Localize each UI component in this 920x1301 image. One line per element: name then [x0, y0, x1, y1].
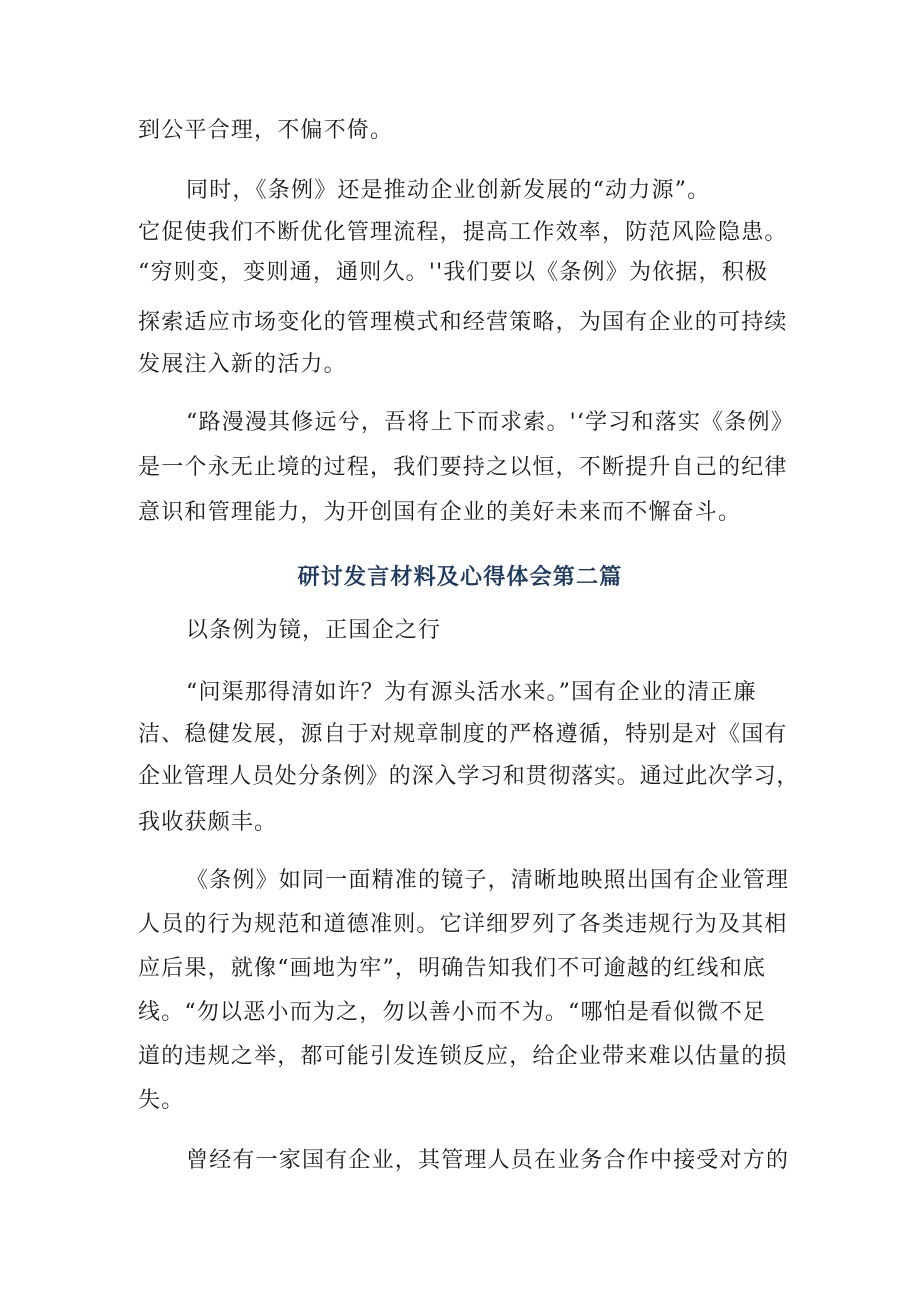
paragraph-line: 应后果，就像“画地为牢”，明确告知我们不可逾越的红线和底 [138, 956, 767, 981]
paragraph-line: “穷则变，变则通，通则久。''我们要以《条例》为依据，积极 [138, 260, 769, 285]
paragraph-line: 意识和管理能力，为开创国有企业的美好未来而不懈奋斗。 [138, 500, 742, 525]
paragraph-line: 失。 [138, 1088, 185, 1113]
paragraph-line: 《条例》如同一面精准的镜子，清晰地映照出国有企业管理 [186, 868, 790, 893]
paragraph-line: 曾经有一家国有企业，其管理人员在业务合作中接受对方的 [186, 1148, 790, 1173]
paragraph-line: 发展注入新的活力。 [138, 352, 347, 377]
paragraph-line: 它促使我们不断优化管理流程，提高工作效率，防范风险隐患。 [138, 220, 788, 245]
paragraph-line: 到公平合理，不偏不倚。 [138, 118, 394, 143]
paragraph-line: “问渠那得清如许？为有源头活水来。”国有企业的清正廉 [186, 680, 757, 705]
paragraph-line: 人员的行为规范和道德准则。它详细罗列了各类违规行为及其相 [138, 912, 788, 937]
paragraph-line: 是一个永无止境的过程，我们要持之以恒，不断提升自己的纪律 [138, 455, 788, 480]
paragraph-line: “路漫漫其修远兮，吾将上下而求索。'‘学习和落实《条例》 [186, 410, 794, 435]
paragraph-line: 企业管理人员处分条例》的深入学习和贯彻落实。通过此次学习， [138, 764, 800, 789]
paragraph-line: 道的违规之举，都可能引发连锁反应，给企业带来难以估量的损 [138, 1044, 788, 1069]
paragraph-line: 以条例为镜，正国企之行 [186, 618, 442, 643]
paragraph-line: 洁、稳健发展，源自于对规章制度的严格遵循，特别是对《国有 [138, 722, 788, 747]
section-heading: 研讨发言材料及心得体会第二篇 [297, 564, 623, 590]
paragraph-line: 同时，《条例》还是推动企业创新发展的“动力源”。 [186, 178, 711, 203]
paragraph-line: 我收获颇丰。 [138, 810, 278, 835]
paragraph-line: 线。“勿以恶小而为之，勿以善小而不为。“哪怕是看似微不足 [138, 1000, 767, 1025]
paragraph-line: 探索适应市场变化的管理模式和经营策略，为国有企业的可持续 [138, 310, 788, 335]
